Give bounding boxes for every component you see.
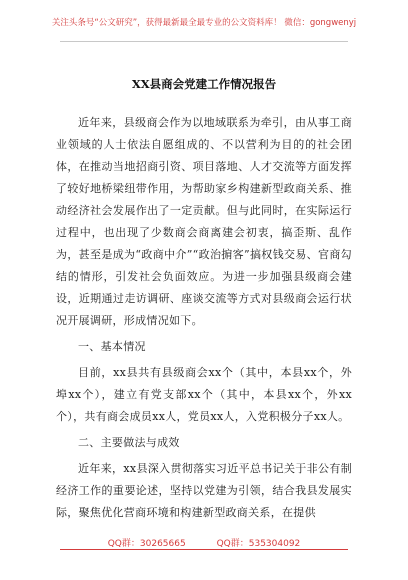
footer-qq-groups [0, 536, 408, 549]
section-heading-basic-situation: 一、基本情况 [78, 340, 146, 353]
qq-group-1: QQ群：30265665 [107, 539, 186, 549]
basic-situation-paragraph: 目前，xx县共有县级商会xx个（其中，本县xx个，外埠xx个），建立有党支部xx个（其中，本县xx个，外xx个），共有商会成员xx人，党员xx人，入党积极分子xx人。 [56, 366, 352, 423]
section-heading-practices: 二、主要做法与成效 [78, 436, 180, 449]
document-title: XX县商会党建工作情况报告 [131, 77, 277, 91]
footer-divider [60, 549, 348, 550]
header-promo-text: 关注头条号“公文研究”，获得最新最全最专业的公文资料库！ 微信：gongwenyj [51, 18, 357, 28]
qq-group-2: QQ群：535304092 [216, 539, 301, 549]
document-body [56, 112, 352, 528]
header-divider [60, 41, 348, 42]
practices-paragraph: 近年来，xx县深入贯彻落实习近平总书记关于非公有制经济工作的重要论述，坚持以党建为引领，结合我县发展实际，聚焦优化营商环境和构建新型政商关系，在提供 [56, 462, 352, 519]
intro-paragraph: 近年来，县级商会作为以地域联系为牵引，由从事工商业领域的人士依法自愿组成的、不以营利为目的的社会团体，在推动当地招商引资、项目落地、人才交流等方面发挥了较好地桥梁纽带作用，为帮助家乡构建新型政商关系、推动经济社会发展作出了一定贡献。但与此同时，在实际运行过程中，也出现了少数商会商离建会初衷，搞歪斯、乱作为，甚至是成为“政商中介”“政治掮客”搞权钱交易、官商勾结的情形，引发社会负面效应。为进一步加强县级商会建设，近期通过走访调研、座谈交流等方式对县级商会运行状况开展调研，形成情况如下。 [56, 116, 352, 327]
